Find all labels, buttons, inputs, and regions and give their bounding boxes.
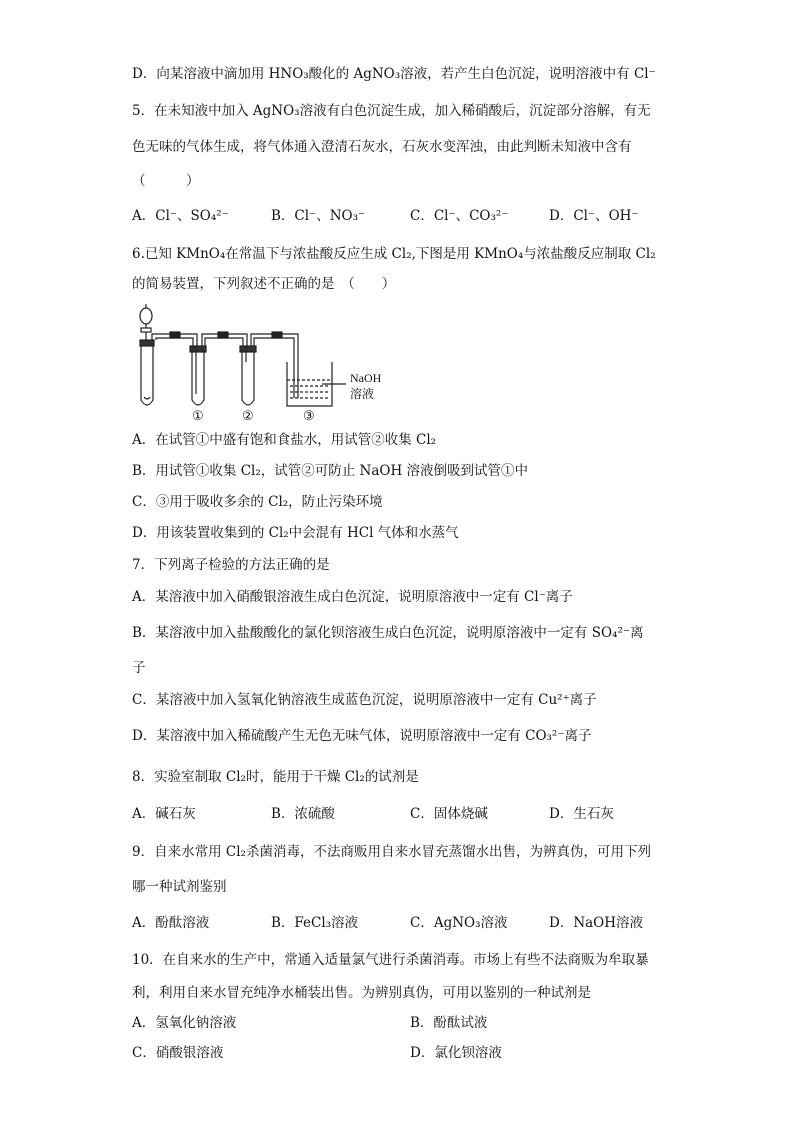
q10-option-d: D．氯化钡溶液	[410, 1045, 502, 1061]
q5-stem-line2: 色无味的气体生成，将气体通入澄清石灰水，石灰水变浑浊，由此判断未知液中含有	[132, 139, 632, 155]
tube-label-3: ③	[303, 408, 315, 423]
q10-stem-line1: 10．在自来水的生产中，常通入适量氯气进行杀菌消毒。市场上有些不法商贩为牟取暴	[132, 952, 649, 968]
q8-option-a: A．碱石灰	[132, 806, 196, 822]
solution-label: 溶液	[350, 387, 375, 401]
q6-option-b: B．用试管①收集 Cl₂，试管②可防止 NaOH 溶液倒吸到试管①中	[132, 463, 529, 479]
q5-answer-blank: （ ）	[132, 173, 200, 189]
q5-option-c: C．Cl⁻、CO₃²⁻	[410, 208, 509, 224]
tube-label-2: ②	[242, 408, 254, 423]
stopper	[140, 340, 154, 346]
q7-stem: 7．下列离子检验的方法正确的是	[132, 557, 330, 573]
q7-option-b-line2: 子	[132, 660, 146, 676]
q10-option-b: B．酚酞试液	[410, 1015, 488, 1031]
q8-option-d: D．生石灰	[549, 806, 614, 822]
q5-option-d: D．Cl⁻、OH⁻	[549, 208, 639, 224]
apparatus-figure	[132, 302, 402, 424]
naoh-label: NaOH	[350, 371, 382, 385]
q5-stem-line1: 5．在未知液中加入 AgNO₃溶液有白色沉淀生成，加入稀硝酸后，沉淀部分溶解，有无	[132, 103, 651, 119]
q6-option-d: D．用该装置收集到的 Cl₂中会混有 HCl 气体和水蒸气	[132, 525, 459, 541]
q10-option-c: C．硝酸银溶液	[132, 1045, 224, 1061]
q9-stem-line2: 哪一种试剂鉴别	[132, 879, 227, 895]
q9-option-b: B．FeCl₃溶液	[271, 915, 359, 931]
q5-option-a: A．Cl⁻、SO₄²⁻	[132, 208, 229, 224]
q7-option-d: D．某溶液中加入稀硫酸产生无色无味气体，说明原溶液中一定有 CO₃²⁻离子	[132, 728, 592, 744]
q6-option-c: C．③用于吸收多余的 Cl₂，防止污染环境	[132, 494, 383, 510]
q5-option-b: B．Cl⁻、NO₃⁻	[271, 208, 366, 224]
q9-option-d: D．NaOH溶液	[549, 915, 644, 931]
q9-option-a: A．酚酞溶液	[132, 915, 210, 931]
tube-1	[192, 352, 204, 405]
q9-option-c: C．AgNO₃溶液	[410, 915, 508, 931]
q6-stem-line1: 6.已知 KMnO₄在常温下与浓盐酸反应生成 Cl₂,下图是用 KMnO₄与浓盐酸反应制取 Cl₂	[132, 246, 656, 262]
q8-stem: 8．实验室制取 Cl₂时，能用于干燥 Cl₂的试剂是	[132, 769, 419, 785]
q10-option-a: A．氢氧化钠溶液	[132, 1015, 237, 1031]
generating-tube	[141, 346, 153, 405]
q9-stem-line1: 9．自来水常用 Cl₂杀菌消毒，不法商贩用自来水冒充蒸馏水出售，为辨真伪，可用下列	[132, 844, 651, 860]
q6-stem-line2: 的简易装置，下列叙述不正确的是 （ ）	[132, 276, 396, 292]
q10-stem-line2: 利，利用自来水冒充纯净水桶装出售。为辨别真伪，可用以鉴别的一种试剂是	[132, 985, 591, 1001]
tube-label-1: ①	[192, 408, 204, 423]
q8-option-c: C．固体烧碱	[410, 806, 488, 822]
tube-2	[242, 352, 254, 405]
q7-option-b-line1: B．某溶液中加入盐酸酸化的氯化钡溶液生成白色沉淀，说明原溶液中一定有 SO₄²⁻离	[132, 625, 644, 641]
separatory-funnel-bulb	[140, 308, 152, 324]
q7-option-a: A．某溶液中加入硝酸银溶液生成白色沉淀，说明原溶液中一定有 Cl⁻离子	[132, 589, 573, 605]
q7-option-c: C．某溶液中加入氢氧化钠溶液生成蓝色沉淀，说明原溶液中一定有 Cu²⁺离子	[132, 692, 597, 708]
q8-option-b: B．浓硫酸	[271, 806, 335, 822]
q6-option-a: A．在试管①中盛有饱和食盐水，用试管②收集 Cl₂	[132, 432, 437, 448]
q4-option-d: D．向某溶液中滴加用 HNO₃酸化的 AgNO₃溶液，若产生白色沉淀，说明溶液中有 Cl⁻	[132, 66, 656, 82]
